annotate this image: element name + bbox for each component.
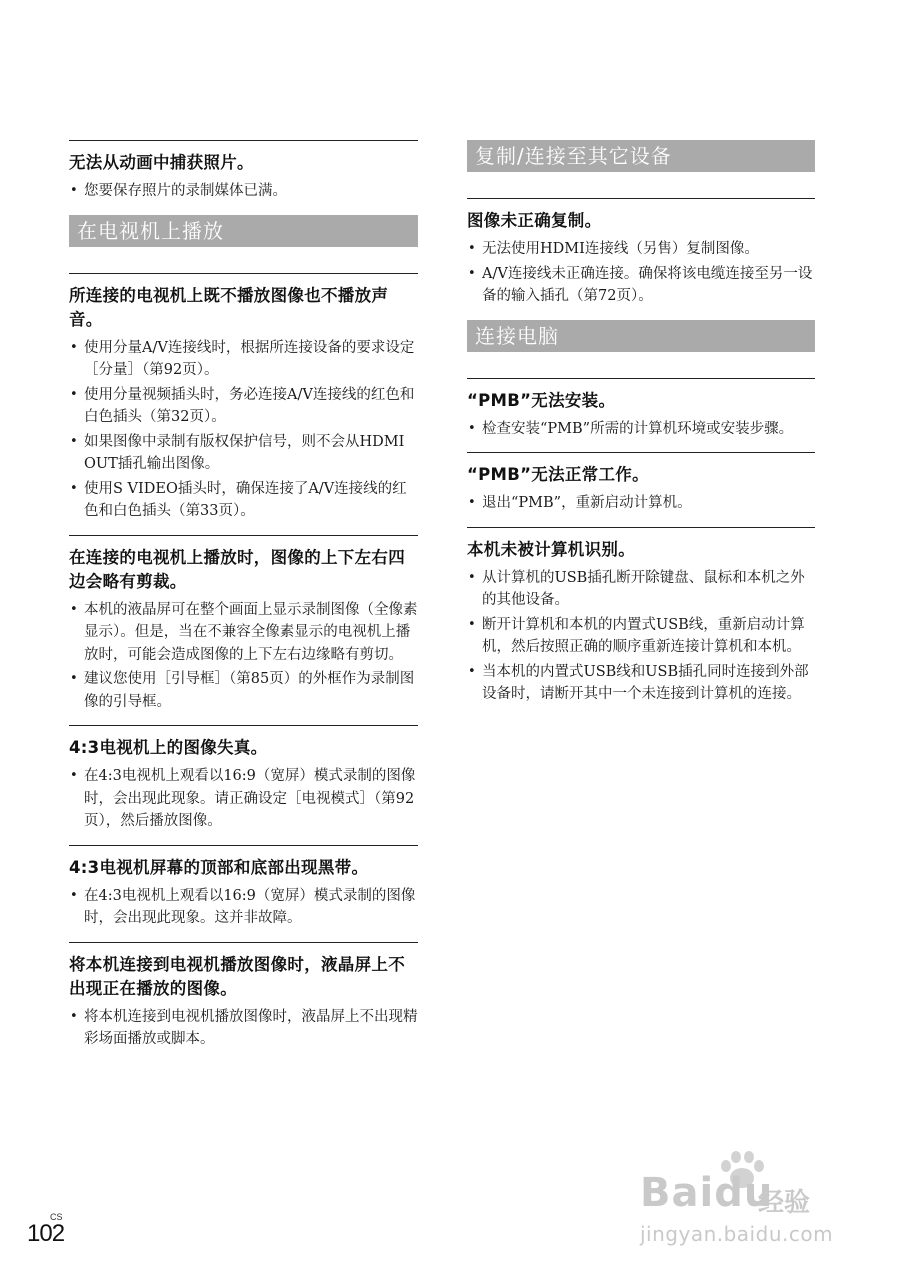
answer-item: • 检查安装“PMB”所需的计算机环境或安装步骤。 bbox=[467, 418, 815, 441]
section-header-tv-playback: 在电视机上播放 bbox=[69, 215, 418, 247]
faq-block-black-bands bbox=[69, 845, 418, 930]
answer-item: • 您要保存照片的录制媒体已满。 bbox=[69, 180, 418, 203]
answer-list bbox=[69, 1006, 418, 1051]
answer-item: • A/V连接线未正确连接。确保将该电缆连接至另一设备的输入插孔（第72页）。 bbox=[467, 263, 815, 308]
question-title: 4:3电视机上的图像失真。 bbox=[69, 738, 268, 757]
answer-item: • 无法使用HDMI连接线（另售）复制图像。 bbox=[467, 238, 815, 261]
answer-list bbox=[69, 337, 418, 523]
answer-item: • 将本机连接到电视机播放图像时，液晶屏上不出现精彩场面播放或脚本。 bbox=[69, 1006, 418, 1051]
faq-block-not-recognized bbox=[467, 527, 815, 706]
watermark-subtitle: 经验 bbox=[758, 1188, 811, 1218]
answer-item: • 使用S VIDEO插头时，确保连接了A/V连接线的红色和白色插头（第33页）。 bbox=[69, 478, 418, 523]
answer-list bbox=[467, 567, 815, 706]
answer-item: • 使用分量视频插头时，务必连接A/V连接线的红色和白色插头（第32页）。 bbox=[69, 384, 418, 429]
answer-item: • 当本机的内置式USB线和USB插孔同时连接到外部设备时，请断开其中一个未连接到计算机的连接。 bbox=[467, 661, 815, 706]
question-title: 4:3电视机屏幕的顶部和底部出现黑带。 bbox=[69, 857, 369, 877]
question-title: 所连接的电视机上既不播放图像也不播放声音。 bbox=[69, 285, 389, 329]
question-title: 本机未被计算机识别。 bbox=[467, 539, 635, 559]
page-number-value: 102 bbox=[27, 1220, 65, 1247]
answer-item: • 断开计算机和本机的内置式USB线，重新启动计算机，然后按照正确的顺序重新连接计算机和本机。 bbox=[467, 614, 815, 659]
faq-block-no-picture-sound bbox=[69, 273, 418, 523]
watermark-logo bbox=[640, 1170, 773, 1216]
answer-list bbox=[467, 418, 815, 441]
section-header-computer: 连接电脑 bbox=[467, 320, 815, 352]
section-header-dubbing: 复制/连接至其它设备 bbox=[467, 140, 815, 172]
question-title: 将本机连接到电视机播放图像时，液晶屏上不出现正在播放的图像。 bbox=[69, 954, 405, 998]
question-title: 无法从动画中捕获照片。 bbox=[69, 153, 254, 172]
left-column bbox=[69, 140, 418, 1063]
faq-block-dub-failed bbox=[467, 198, 815, 308]
baidu-watermark bbox=[640, 1150, 870, 1260]
question-title: 图像未正确复制。 bbox=[467, 211, 602, 230]
answer-list bbox=[467, 492, 815, 515]
answer-item: • 如果图像中录制有版权保护信号，则不会从HDMI OUT插孔输出图像。 bbox=[69, 431, 418, 476]
answer-list bbox=[69, 885, 418, 930]
right-column bbox=[467, 140, 815, 718]
faq-block-lcd-no-image bbox=[69, 942, 418, 1051]
watermark-brand: Bai bbox=[640, 1170, 715, 1216]
answer-item: • 在4:3电视机上观看以16:9（宽屏）模式录制的图像时，会出现此现象。这并非故障。 bbox=[69, 885, 418, 930]
faq-block-capture-photo bbox=[69, 140, 418, 203]
answer-list bbox=[69, 599, 418, 714]
faq-block-pmb-install bbox=[467, 378, 815, 441]
answer-list bbox=[69, 765, 418, 833]
answer-item: • 退出“PMB”，重新启动计算机。 bbox=[467, 492, 815, 515]
watermark-brand-2: du bbox=[714, 1170, 774, 1216]
faq-block-image-distorted bbox=[69, 725, 418, 833]
question-title: “PMB”无法安装。 bbox=[467, 390, 616, 410]
faq-block-edges-cropped bbox=[69, 535, 418, 714]
answer-list bbox=[69, 180, 418, 203]
faq-block-pmb-not-working bbox=[467, 452, 815, 515]
answer-item: • 本机的液晶屏可在整个画面上显示录制图像（全像素显示）。但是，当在不兼容全像素显示的电视机上播放时，可能会造成图像的上下左右边缘略有剪切。 bbox=[69, 599, 418, 667]
answer-item: • 建议您使用［引导框］（第85页）的外框作为录制图像的引导框。 bbox=[69, 668, 418, 713]
answer-item: • 在4:3电视机上观看以16:9（宽屏）模式录制的图像时，会出现此现象。请正确设定［电视模式］（第92页），然后播放图像。 bbox=[69, 765, 418, 833]
language-code: CS bbox=[50, 1212, 63, 1222]
answer-list bbox=[467, 238, 815, 308]
question-title: 在连接的电视机上播放时，图像的上下左右四边会略有剪裁。 bbox=[69, 547, 405, 591]
answer-item: • 从计算机的USB插孔断开除键盘、鼠标和本机之外的其他设备。 bbox=[467, 567, 815, 612]
watermark-url: jingyan.baidu.com bbox=[640, 1222, 834, 1246]
answer-item: • 使用分量A/V连接线时，根据所连接设备的要求设定［分量］（第92页）。 bbox=[69, 337, 418, 382]
question-title: “PMB”无法正常工作。 bbox=[467, 465, 649, 484]
